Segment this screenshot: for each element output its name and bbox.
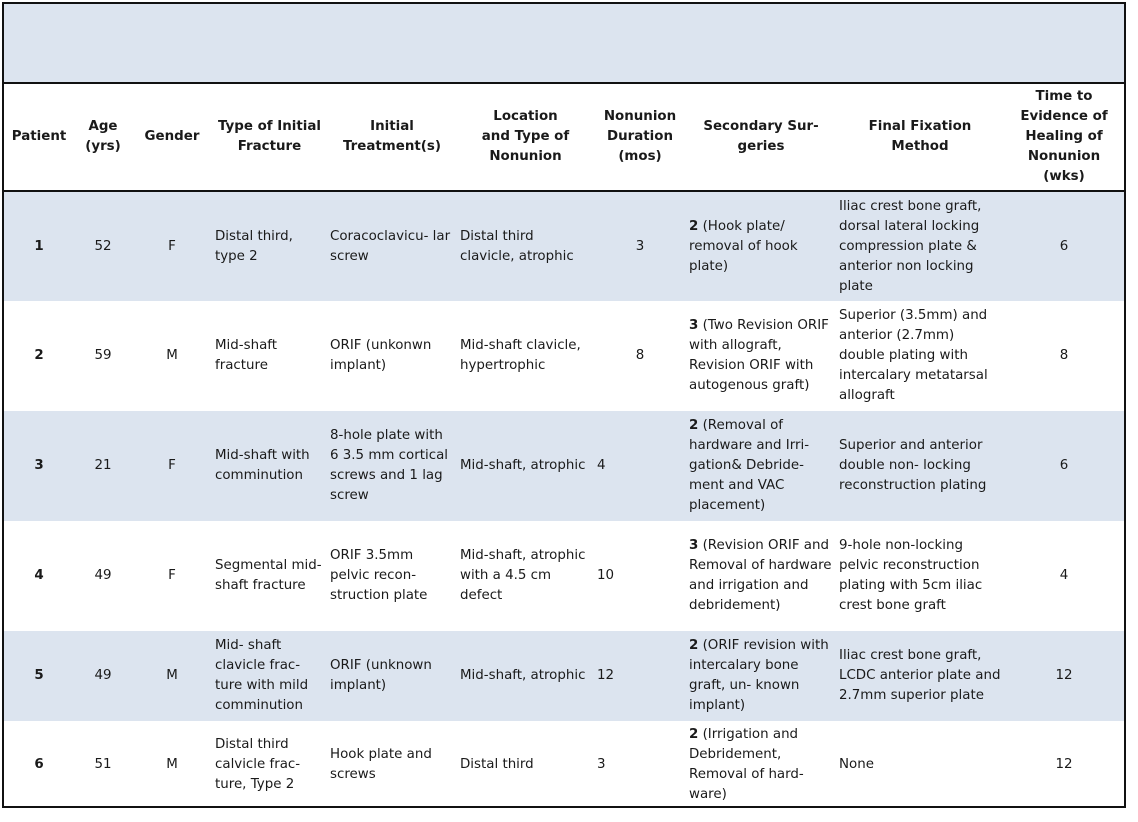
cell-healing: 6 bbox=[1004, 191, 1124, 301]
table-row bbox=[4, 191, 1124, 301]
cell-treatment: ORIF (unknown implant) bbox=[327, 631, 457, 721]
cell-location: Distal third bbox=[460, 757, 534, 772]
cell-fracture: Segmental mid- shaft fracture bbox=[215, 558, 322, 593]
cell-duration: 3 bbox=[597, 757, 606, 772]
header-age: Age (yrs) bbox=[74, 84, 132, 191]
secondary-count: 3 bbox=[689, 318, 699, 333]
secondary-text: (Hook plate/ removal of hook plate) bbox=[689, 218, 798, 274]
cell-final-fixation: 9-hole non-locking pelvic reconstruction plating with 5cm iliac crest bone graft bbox=[839, 538, 983, 613]
header-healing: Time to Evidence of Healing of Nonunion (wks) bbox=[1004, 84, 1124, 191]
header-final-fixation: Final Fixation Method bbox=[836, 84, 1004, 191]
secondary-count: 2 bbox=[689, 218, 699, 234]
cell-gender: M bbox=[166, 757, 178, 772]
cell-secondary bbox=[686, 191, 836, 301]
header-fracture: Type of Initial Fracture bbox=[212, 84, 327, 191]
cell-healing: 8 bbox=[1059, 348, 1069, 363]
cell-age: 49 bbox=[94, 568, 112, 583]
cell-treatment: ORIF (unkonwn implant) bbox=[330, 338, 432, 373]
cell-patient: 2 bbox=[34, 348, 44, 363]
table-frame bbox=[2, 2, 1126, 808]
cell-fracture: Distal third, type 2 bbox=[212, 191, 327, 301]
cell-duration: 8 bbox=[635, 348, 645, 363]
cell-final-fixation: None bbox=[839, 757, 874, 772]
secondary-text: (ORIF revision with intercalary bone graft, un- known implant) bbox=[689, 638, 829, 713]
cell-gender: F bbox=[132, 411, 212, 521]
cell-healing: 12 bbox=[1004, 631, 1124, 721]
cell-final-fixation: Iliac crest bone graft, dorsal lateral locking compression plate & anterior non locking plate bbox=[836, 191, 1004, 301]
header-duration: Nonunion Duration (mos) bbox=[594, 84, 686, 191]
cell-secondary bbox=[686, 521, 836, 631]
cell-secondary bbox=[686, 721, 836, 809]
cell-location: Distal third clavicle, atrophic bbox=[457, 191, 594, 301]
header-patient: Patient bbox=[4, 84, 74, 191]
cell-gender: M bbox=[132, 631, 212, 721]
cell-patient: 3 bbox=[4, 411, 74, 521]
secondary-count: 2 bbox=[689, 638, 699, 653]
secondary-count: 2 bbox=[689, 727, 699, 742]
cell-age: 59 bbox=[94, 348, 112, 363]
cell-location: Mid-shaft, atrophic bbox=[457, 631, 594, 721]
header-secondary: Secondary Sur- geries bbox=[686, 84, 836, 191]
cell-fracture: Mid-shaft with comminution bbox=[212, 411, 327, 521]
secondary-text: (Revision ORIF and Removal of hardware and irrigation and debridement) bbox=[689, 538, 832, 613]
table-row bbox=[4, 521, 1124, 631]
cell-treatment: Coracoclavicu- lar screw bbox=[327, 191, 457, 301]
cell-duration: 4 bbox=[594, 411, 686, 521]
cell-treatment: 8-hole plate with 6 3.5 mm cortical screws and 1 lag screw bbox=[327, 411, 457, 521]
cell-patient: 1 bbox=[4, 191, 74, 301]
cell-age: 21 bbox=[74, 411, 132, 521]
cell-age: 49 bbox=[74, 631, 132, 721]
table-row bbox=[4, 631, 1124, 721]
cell-duration: 12 bbox=[594, 631, 686, 721]
cell-final-fixation: Iliac crest bone graft, LCDC anterior plate and 2.7mm superior plate bbox=[836, 631, 1004, 721]
cell-healing: 12 bbox=[1055, 757, 1073, 772]
header-row bbox=[4, 84, 1124, 191]
cell-age: 51 bbox=[94, 757, 112, 772]
table-row bbox=[4, 301, 1124, 411]
secondary-text: (Removal of hardware and Irri- gation& Debride- ment and VAC placement) bbox=[689, 418, 810, 513]
cell-patient: 6 bbox=[34, 757, 44, 772]
cell-healing: 6 bbox=[1004, 411, 1124, 521]
secondary-text: (Two Revision ORIF with allograft, Revision ORIF with autogenous graft) bbox=[689, 318, 829, 393]
cell-fracture: Mid-shaft fracture bbox=[215, 338, 278, 373]
cell-patient: 4 bbox=[34, 568, 44, 583]
cell-treatment: ORIF 3.5mm pelvic recon- struction plate bbox=[330, 548, 428, 603]
cell-treatment: Hook plate and screws bbox=[330, 747, 432, 782]
secondary-count: 3 bbox=[689, 538, 699, 553]
cell-duration: 3 bbox=[594, 191, 686, 301]
cell-location: Mid-shaft, atrophic bbox=[457, 411, 594, 521]
cell-final-fixation: Superior and anterior double non- locking reconstruction plating bbox=[836, 411, 1004, 521]
header-gender: Gender bbox=[132, 84, 212, 191]
cell-gender: M bbox=[166, 348, 178, 363]
cell-secondary bbox=[686, 301, 836, 411]
cell-gender: F bbox=[168, 568, 176, 583]
cell-fracture: Distal third calvicle frac- ture, Type 2 bbox=[215, 737, 301, 792]
cell-secondary bbox=[686, 411, 836, 521]
cell-final-fixation: Superior (3.5mm) and anterior (2.7mm) double plating with intercalary metatarsal allograft bbox=[839, 308, 988, 403]
secondary-count: 2 bbox=[689, 418, 699, 433]
cell-fracture: Mid- shaft clavicle frac- ture with mild comminution bbox=[212, 631, 327, 721]
secondary-text: (Irrigation and Debridement, Removal of hard- ware) bbox=[689, 727, 804, 802]
table-row bbox=[4, 721, 1124, 809]
patient-table bbox=[4, 84, 1124, 809]
cell-healing: 4 bbox=[1059, 568, 1069, 583]
cell-duration: 10 bbox=[597, 568, 615, 583]
cell-patient: 5 bbox=[4, 631, 74, 721]
table-title-band bbox=[4, 4, 1124, 84]
cell-location: Mid-shaft clavicle, hypertrophic bbox=[460, 338, 581, 373]
header-location: Location and Type of Nonunion bbox=[457, 84, 594, 191]
cell-gender: F bbox=[132, 191, 212, 301]
cell-age: 52 bbox=[74, 191, 132, 301]
cell-secondary bbox=[686, 631, 836, 721]
header-treatment: Initial Treatment(s) bbox=[327, 84, 457, 191]
table-row bbox=[4, 411, 1124, 521]
cell-location: Mid-shaft, atrophic with a 4.5 cm defect bbox=[460, 548, 586, 603]
